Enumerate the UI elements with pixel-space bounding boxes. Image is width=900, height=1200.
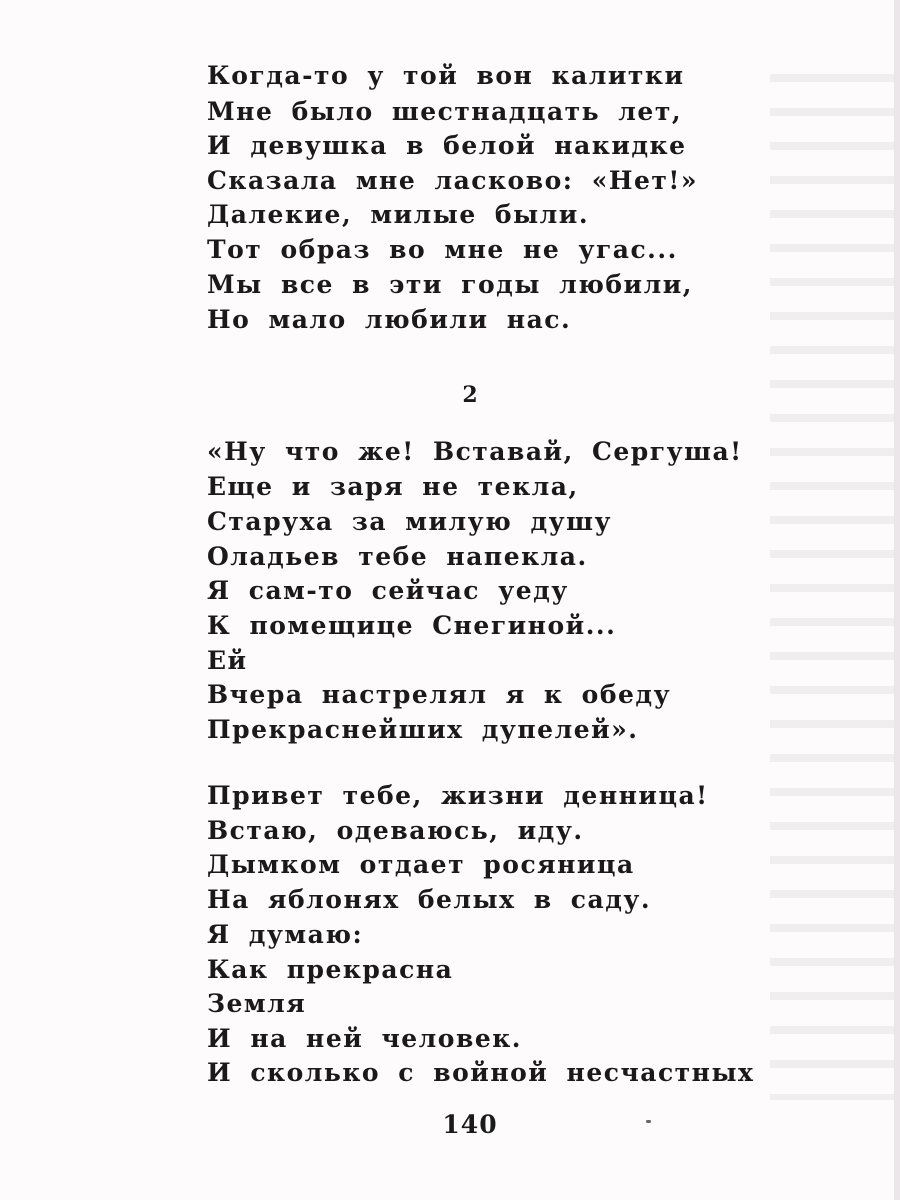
verse-line: Старуха за милую душу [207,507,612,536]
print-speck [646,1120,651,1123]
verse-line: Ей [207,646,248,675]
verse-line: И на ней человек. [207,1024,523,1053]
verse-line: Когда-то у той вон калитки [207,61,685,90]
verse-line: Вчера настрелял я к обеду [207,680,672,709]
verse-line: Далекие, милые были. [207,200,590,229]
section-number: 2 [462,382,478,408]
verse-line: Тот образ во мне не угас... [207,235,678,264]
verse-line: Сказала мне ласково: «Нет!» [207,166,698,195]
verse-line: Мы все в эти годы любили, [207,270,693,299]
verse-line: К помещице Снегиной... [207,611,617,640]
verse-line: Прекраснейших дупелей». [207,715,639,744]
verse-line: Привет тебе, жизни денница! [207,781,709,810]
verse-line: Оладьев тебе напекла. [207,542,588,571]
verse-line: Но мало любили нас. [207,305,572,334]
verse-line: И девушка в белой накидке [207,131,687,160]
show-through-text [770,60,900,1100]
verse-line: Я сам-то сейчас уеду [207,576,569,605]
verse-line: Мне было шестнадцать лет, [207,97,683,126]
page-number: 140 [442,1110,498,1139]
verse-line: Я думаю: [207,920,364,949]
verse-line: «Ну что же! Вставай, Сергуша! [207,437,743,466]
verse-line: Еще и заря не текла, [207,472,579,501]
verse-line: Земля [207,989,307,1018]
verse-line: Как прекрасна [207,955,454,984]
verse-line: Дымком отдает росяница [207,850,635,879]
verse-line: Встаю, одеваюсь, иду. [207,816,584,845]
page-edge [894,0,900,1200]
verse-line: На яблонях белых в саду. [207,885,652,914]
verse-line: И сколько с войной несчастных [207,1058,755,1087]
